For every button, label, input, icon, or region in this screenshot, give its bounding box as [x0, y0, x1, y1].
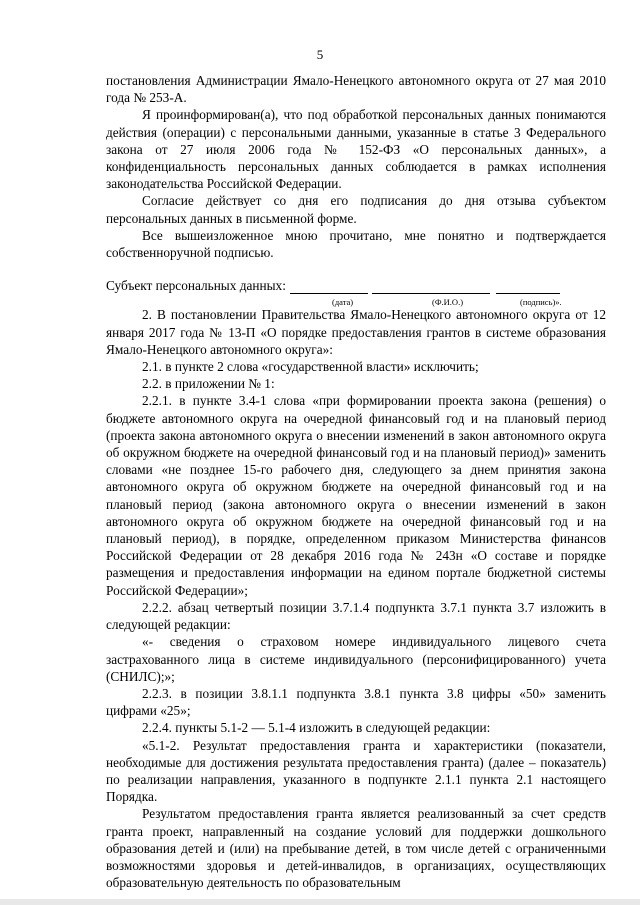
date-blank — [290, 279, 368, 294]
signature-captions — [106, 294, 606, 306]
paragraph: «- сведения о страховом номере индивидуального лицевого счета застрахованного лица в системе индивидуального (персонифицированного) учета (СНИЛС);»; — [106, 634, 606, 684]
paragraph: 2.2.4. пункты 5.1-2 — 5.1-4 изложить в следующей редакции: — [142, 720, 491, 736]
paragraph: 2.2. в приложении № 1: — [142, 376, 275, 392]
signature-blank — [496, 279, 560, 294]
paragraph: «5.1-2. Результат предоставления гранта и характеристики (показатели, необходимые для достижения результата предоставления гранта) (далее – показатель) по реализации направления, указанного в подпункте 2.1.1 пункта 2.1 настоящего Порядка. — [106, 737, 606, 805]
paragraph: Согласие действует со дня его подписания до дня отзыва субъектом персональных данных в письменной форме. — [106, 193, 606, 226]
paragraph: постановления Администрации Ямало-Ненецкого автономного округа от 27 мая 2010 года № 253-А. — [106, 73, 606, 106]
paragraph: Я проинформирован(а), что под обработкой персональных данных понимаются действия (операции) с персональными данными, указанные в статье 3 Федерального закона от 27 июля 2006 года № 152-ФЗ «О персональных данных», а конфиденциальность персональных данных соблюдается в рамках исполнения законодательства Российской Федерации. — [106, 107, 606, 192]
name-blank — [372, 279, 490, 294]
paragraph: 2.2.2. абзац четвертый позиции 3.7.1.4 подпункта 3.7.1 пункта 3.7 изложить в следующей редакции: — [106, 599, 606, 633]
page-number: 5 — [316, 47, 324, 62]
paragraph: 2.2.1. в пункте 3.4-1 слова «при формировании проекта закона (решения) о бюджете автономного округа на очередной финансовый год и на плановый период (проекта закона автономного округа о внесении изменений в закон автономного округа об окружном бюджете на очередной финансовый год и на плановый период)» заменить словами «не позднее 15-го рабочего дня, следующего за днем принятия закона автономного округа об окружном бюджете на очередной финансовый год и на плановый период (закона автономного округа о внесении изменений в закон автономного округа об окружном бюджете на очередной финансовый год и на плановый период), в порядке, определенном приказом Министерства финансов Российской Федерации от 28 декабря 2016 года № 243н «О составе и порядке размещения и предоставления информации на едином портале бюджетной системы Российской Федерации»; — [106, 393, 606, 598]
page-bottom-edge — [0, 899, 640, 905]
caption-signature: (подпись)». — [520, 297, 562, 308]
paragraph: Все вышеизложенное мною прочитано, мне понятно и подтверждается собственноручной подписью. — [106, 227, 606, 261]
paragraph: 2. В постановлении Правительства Ямало-Ненецкого автономного округа от 12 января 2017 года № 13-П «О порядке предоставления грантов в системе образования Ямало-Ненецкого автономного округа»: — [106, 307, 606, 357]
caption-name: (Ф.И.О.) — [432, 297, 464, 308]
signature-label: Субъект персональных данных: — [106, 278, 286, 294]
paragraph: Результатом предоставления гранта является реализованный за счет средств гранта проект, направленный на создание условий для поддержки дошкольного образования детей и (или) на пребывание детей, в том числе детей с ограниченными возможностями здоровья и детей-инвалидов, в организациях, осуществляющих образовательную деятельность по образовательным — [106, 806, 606, 891]
document-body — [106, 72, 606, 891]
paragraph: 2.1. в пункте 2 слова «государственной власти» исключить; — [142, 359, 479, 375]
paragraph: 2.2.3. в позиции 3.8.1.1 подпункта 3.8.1 пункта 3.8 цифры «50» заменить цифрами «25»; — [106, 685, 606, 719]
signature-line — [106, 277, 606, 294]
caption-date: (дата) — [332, 297, 354, 308]
